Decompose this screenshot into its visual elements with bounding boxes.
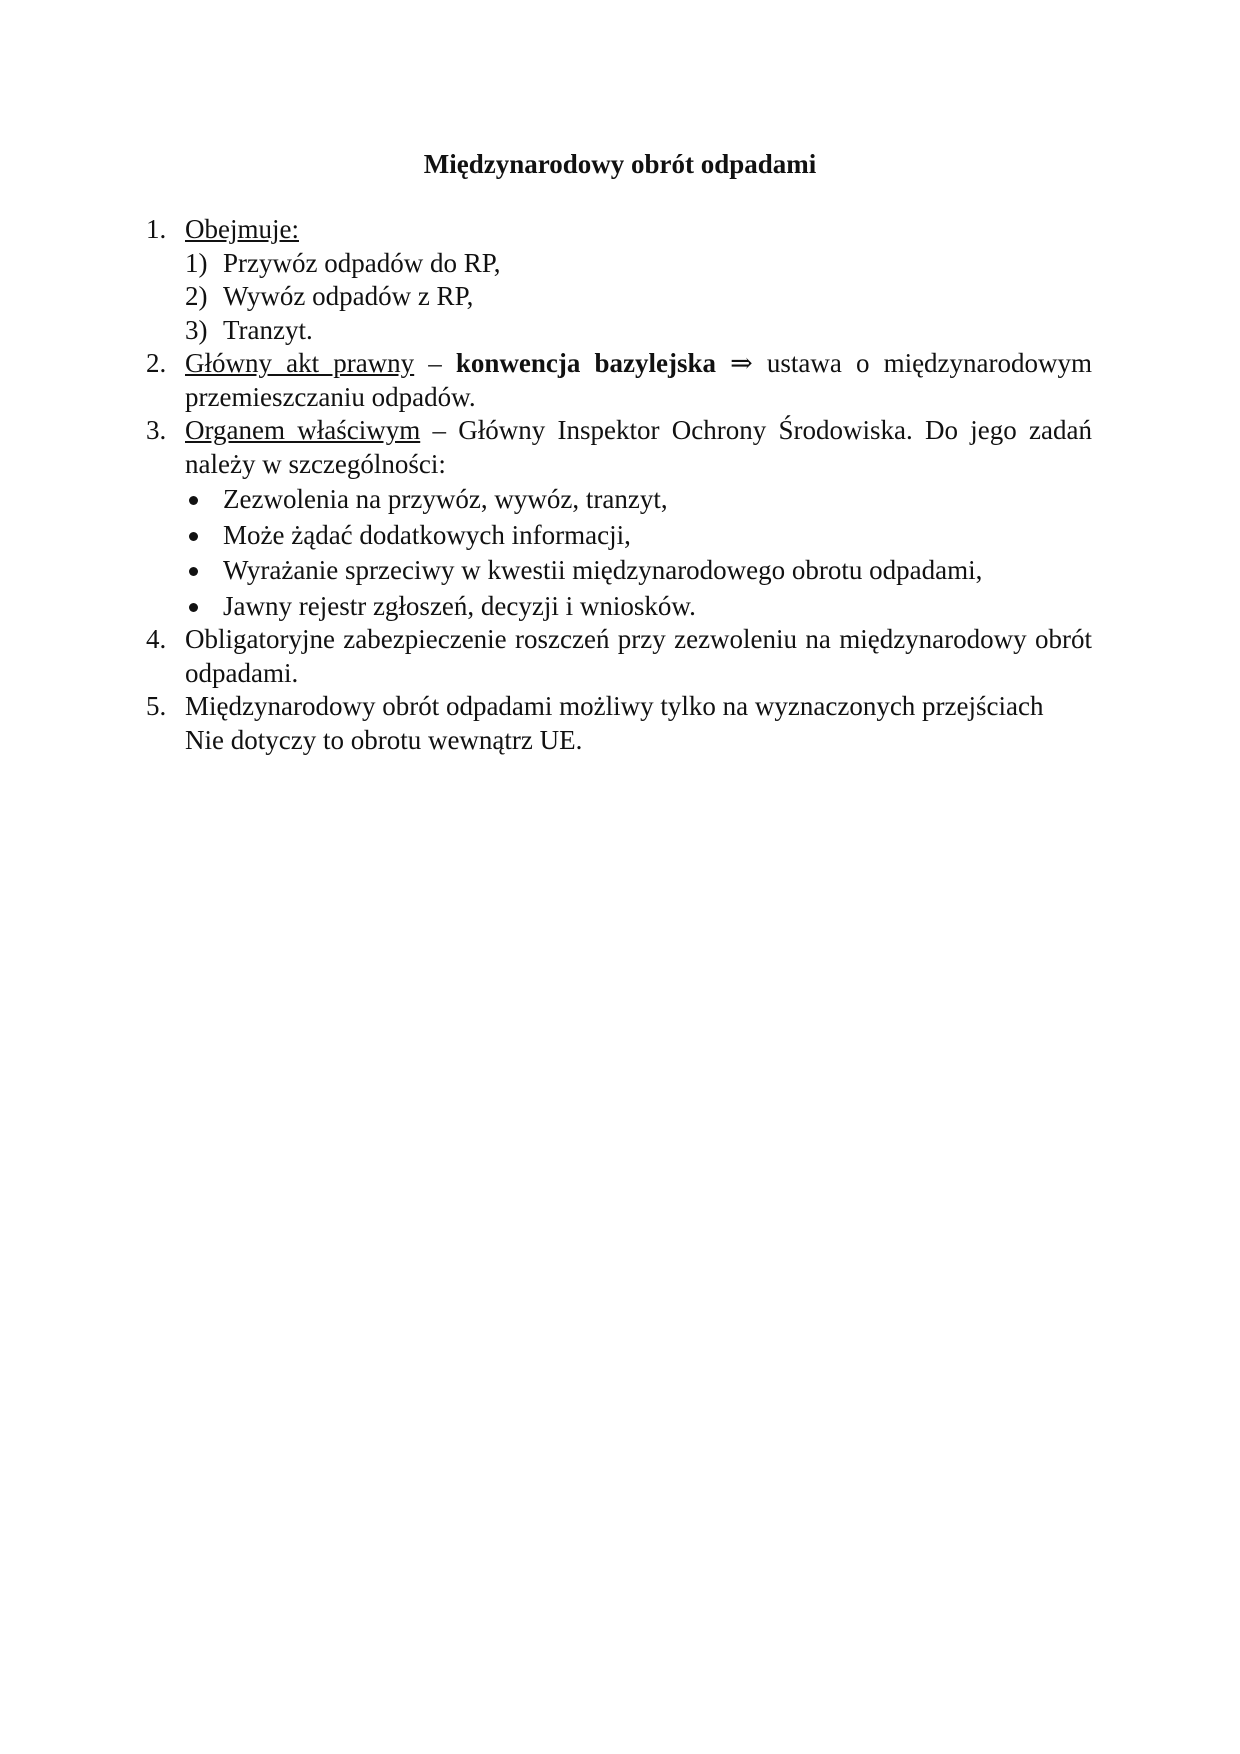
list-item-1 xyxy=(146,213,1092,347)
item-text: Międzynarodowy obrót odpadami możliwy tylko na wyznaczonych przejściach xyxy=(185,691,1044,721)
list-item-5 xyxy=(146,690,1092,757)
subitem-text: Tranzyt. xyxy=(223,314,313,345)
dash: – xyxy=(420,415,459,445)
subitem-number: 1) xyxy=(185,247,208,278)
bullet-item-3 xyxy=(185,554,1092,588)
subitem-text: Wywóz odpadów z RP, xyxy=(223,281,474,311)
item-text: Główny Inspektor Ochrony Środowiska. Do jego zadań należy w szczególności: xyxy=(185,415,1093,479)
bullet-text: Jawny rejestr zgłoszeń, decyzji i wniosków. xyxy=(223,590,696,621)
item-text: Obligatoryjne zabezpieczenie roszczeń przy zezwoleniu na międzynarodowy obrót odpadami. xyxy=(185,624,1092,688)
arrow-symbol: ⇒ xyxy=(716,348,767,378)
subitem-number: 2) xyxy=(185,281,208,311)
bullet-icon xyxy=(189,603,198,612)
document-body xyxy=(146,213,1092,757)
list-item-3 xyxy=(146,414,1092,623)
subitem-2 xyxy=(185,280,1092,314)
subitem-text: Przywóz odpadów do RP, xyxy=(223,247,501,278)
list-number: 1. xyxy=(146,214,167,244)
subitem-1 xyxy=(185,247,1092,281)
list-number: 4. xyxy=(146,624,167,654)
subitem-number: 3) xyxy=(185,314,208,345)
item-text: ustawa o międzynarodowym przemieszczaniu odpadów. xyxy=(185,348,1093,412)
bullet-text: Może żądać dodatkowych informacji, xyxy=(223,519,631,550)
dash: – xyxy=(414,348,456,378)
list-item-4 xyxy=(146,623,1092,690)
bullet-text: Wyrażanie sprzeciwy w kwestii międzynarodowego obrotu odpadami, xyxy=(223,555,983,585)
list-number: 5. xyxy=(146,691,167,721)
list-number: 3. xyxy=(146,415,167,445)
item-term: Organem właściwym xyxy=(185,415,421,445)
bullet-icon xyxy=(189,496,198,505)
item-note: Nie dotyczy to obrotu wewnątrz UE. xyxy=(185,724,583,755)
bullet-text: Zezwolenia na przywóz, wywóz, tranzyt, xyxy=(223,484,668,514)
item-term: Główny akt prawny xyxy=(185,348,415,378)
document-title: Międzynarodowy obrót odpadami xyxy=(423,149,817,179)
list-number: 2. xyxy=(146,348,167,378)
list-item-2 xyxy=(146,347,1092,414)
bullet-icon xyxy=(189,532,198,541)
bullet-icon xyxy=(189,567,198,576)
bullet-item-2 xyxy=(185,519,1092,553)
subitem-3 xyxy=(185,314,1092,348)
item-bold-text: konwencja bazylejska xyxy=(455,348,717,378)
item-heading: Obejmuje: xyxy=(185,214,299,244)
bullet-item-4 xyxy=(185,590,1092,624)
bullet-item-1 xyxy=(185,483,1092,517)
